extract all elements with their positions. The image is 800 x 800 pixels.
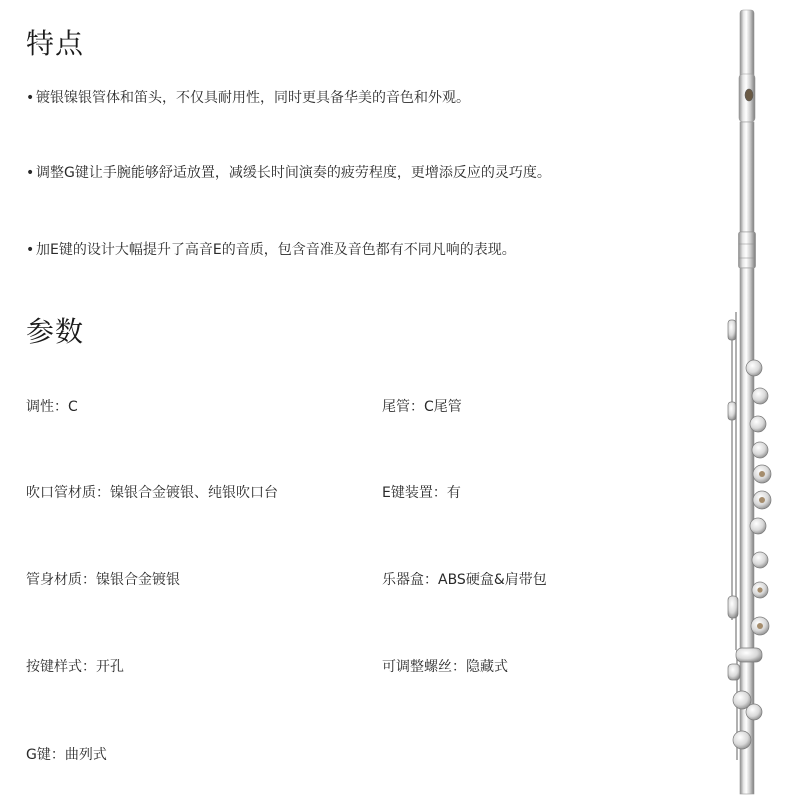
spec-key-style [26, 657, 124, 677]
spec-headjoint-material [26, 483, 278, 503]
feature-item-2 [26, 163, 551, 183]
spec-case [382, 570, 547, 590]
spec-value: C尾管 [424, 399, 462, 415]
spec-separator: ： [410, 399, 424, 415]
spec-separator: ： [452, 659, 466, 675]
spec-label: G键 [26, 747, 51, 763]
spec-g-key [26, 745, 107, 765]
feature-text: 加E键的设计大幅提升了高音E的音质，包含音准及音色都有不同凡响的表现。 [36, 242, 516, 258]
spec-key [26, 397, 78, 417]
spec-label: 乐器盒 [382, 572, 424, 588]
spec-value: 开孔 [96, 659, 124, 675]
feature-item-3 [26, 240, 516, 260]
specs-heading: 参数 [26, 315, 85, 348]
bullet-icon: • [26, 90, 35, 106]
spec-label: 调性 [26, 399, 54, 415]
spec-footjoint [382, 397, 462, 417]
spec-value: ABS硬盒&肩带包 [438, 572, 547, 588]
bullet-icon: • [26, 165, 35, 181]
spec-separator: ： [424, 572, 438, 588]
spec-label: 可调整螺丝 [382, 659, 452, 675]
spec-value: 镍银合金镀银 [96, 572, 180, 588]
spec-separator: ： [96, 485, 110, 501]
lever-keys [728, 320, 740, 680]
feature-item-1 [26, 88, 470, 108]
feature-text: 调整G键让手腕能够舒适放置，减缓长时间演奏的疲劳程度，更增添反应的灵巧度。 [36, 165, 551, 181]
spec-value: 曲列式 [64, 747, 107, 763]
flute-tube [739, 10, 756, 794]
spec-value: 有 [446, 485, 461, 501]
spec-separator: ： [50, 747, 65, 763]
spec-label: 管身材质 [26, 572, 82, 588]
spec-split-e [382, 483, 461, 503]
flute-image [718, 0, 800, 800]
spec-label: E键装置 [382, 485, 433, 501]
spec-separator: ： [54, 399, 68, 415]
spec-value: 镍银合金镀银、纯银吹口台 [110, 485, 278, 501]
features-heading: 特点 [26, 27, 85, 60]
spec-label: 吹口管材质 [26, 485, 96, 501]
spec-body-material [26, 570, 180, 590]
spec-label: 尾管 [382, 399, 410, 415]
spec-separator: ： [432, 485, 447, 501]
feature-text: 镀银镍银管体和笛头，不仅具耐用性，同时更具备华美的音色和外观。 [36, 90, 470, 106]
spec-separator: ： [82, 572, 96, 588]
spec-label: 按键样式 [26, 659, 82, 675]
spec-separator: ： [82, 659, 96, 675]
spec-adjust-screws [382, 657, 508, 677]
bullet-icon: • [26, 242, 35, 258]
spec-value: C [68, 399, 78, 415]
spec-value: 隐藏式 [466, 659, 508, 675]
